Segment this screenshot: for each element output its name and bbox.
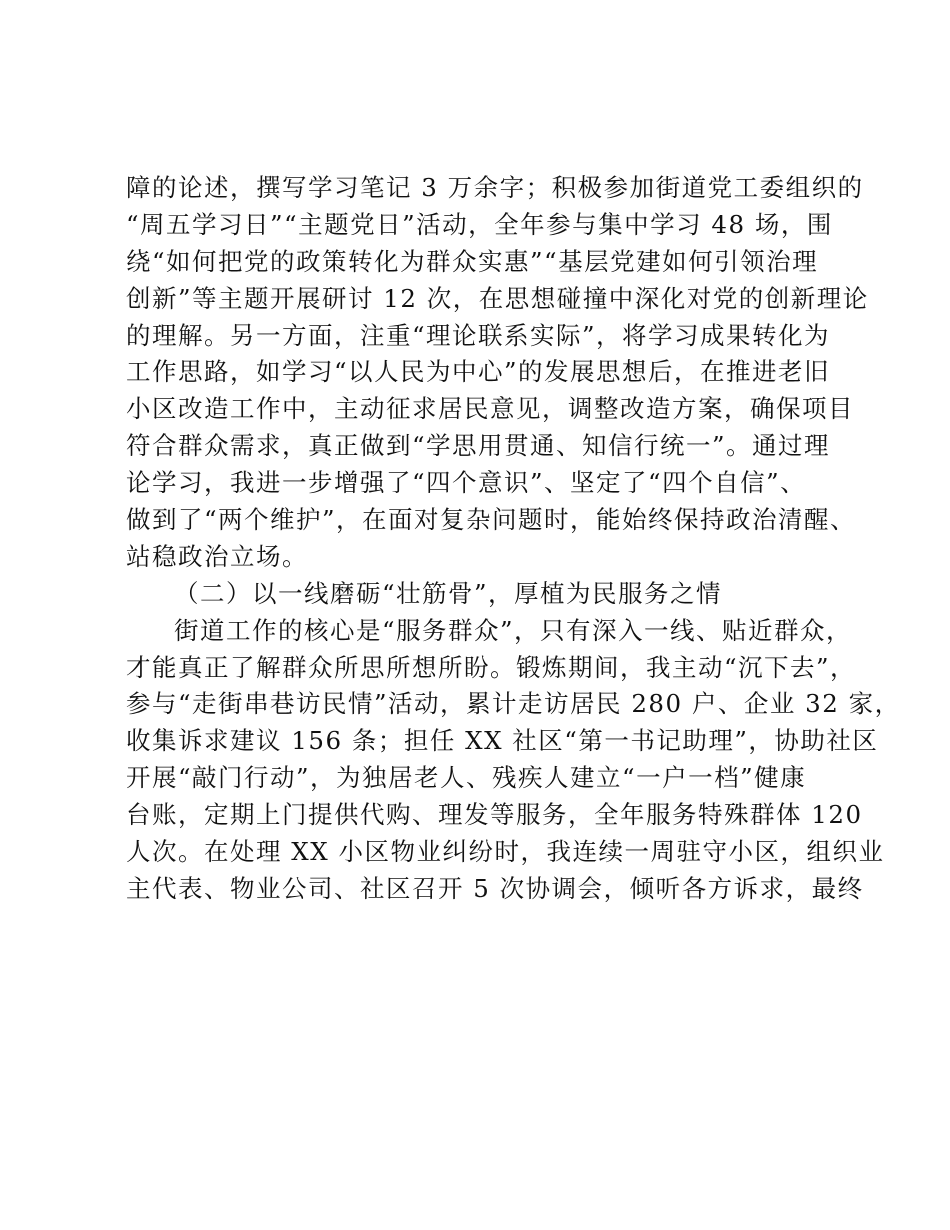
paragraph-line: 小区改造工作中，主动征求居民意见，调整改造方案，确保项目 [126, 394, 854, 424]
paragraph-line: 做到了“两个维护”，在面对复杂问题时，能始终保持政治清醒、 [126, 505, 857, 535]
document-body [126, 170, 901, 908]
paragraph-line: 绕“如何把党的政策转化为群众实惠”“基层党建如何引领治理 [126, 246, 819, 276]
paragraph-line: 才能真正了解群众所思所想所盼。锻炼期间，我主动“沉下去”， [126, 652, 857, 682]
section-heading: （二）以一线磨砺“壮筋骨”，厚植为民服务之情 [174, 578, 723, 608]
paragraph-line: 参与“走街串巷访民情”活动，累计走访居民 280 户、企业 32 家， [126, 689, 901, 719]
paragraph-line: 开展“敲门行动”，为独居老人、残疾人建立“一户一档”健康 [126, 763, 807, 793]
paragraph-line: 主代表、物业公司、社区召开 5 次协调会，倾听各方诉求，最终 [126, 873, 864, 903]
paragraph-line: 台账，定期上门提供代购、理发等服务，全年服务特殊群体 120 [126, 800, 863, 830]
paragraph-line: “周五学习日”“主题党日”活动，全年参与集中学习 48 场，围 [126, 209, 833, 239]
paragraph-line: 创新”等主题开展研讨 12 次，在思想碰撞中深化对党的创新理论 [126, 283, 869, 313]
paragraph-line: 的理解。另一方面，注重“理论联系实际”，将学习成果转化为 [126, 320, 831, 350]
paragraph-line: 工作思路，如学习“以人民为中心”的发展思想后，在推进老旧 [126, 357, 831, 387]
paragraph-line: 街道工作的核心是“服务群众”，只有深入一线、贴近群众， [174, 615, 853, 645]
paragraph-line: 站稳政治立场。 [126, 541, 308, 571]
paragraph-line: 符合群众需求，真正做到“学思用贯通、知信行统一”。通过理 [126, 431, 831, 461]
paragraph-line: 障的论述，撰写学习笔记 3 万余字；积极参加街道党工委组织的 [126, 173, 864, 202]
paragraph-line: 收集诉求建议 156 条；担任 XX 社区“第一书记助理”，协助社区 [126, 726, 879, 756]
paragraph-line: 人次。在处理 XX 小区物业纠纷时，我连续一周驻守小区，组织业 [126, 837, 885, 867]
paragraph-line: 论学习，我进一步增强了“四个意识”、坚定了“四个自信”、 [126, 468, 807, 498]
